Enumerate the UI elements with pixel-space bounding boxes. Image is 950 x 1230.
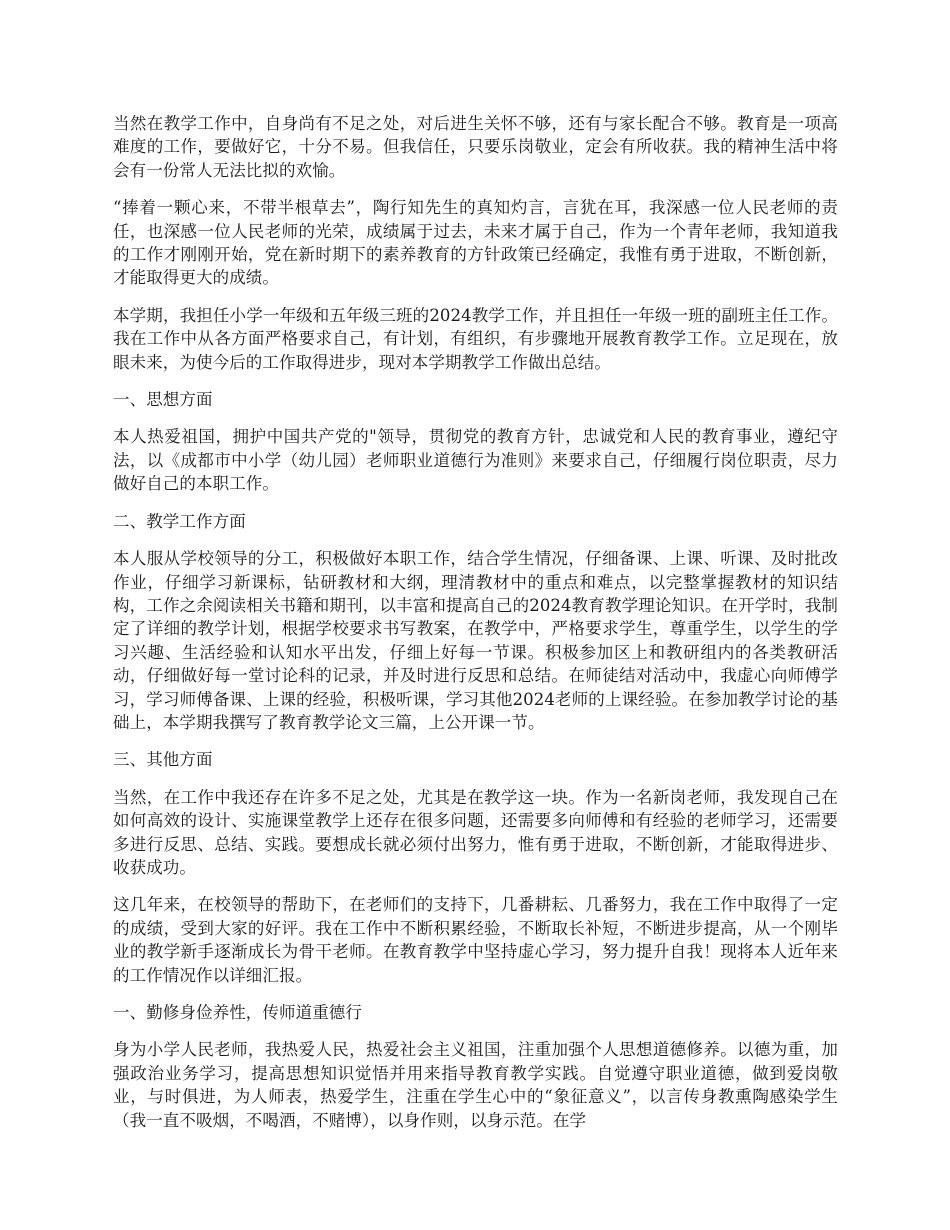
section-heading-teaching: 二、教学工作方面	[113, 511, 246, 531]
section-heading-thought: 一、思想方面	[113, 390, 213, 410]
section-heading-other: 三、其他方面	[113, 750, 213, 770]
paragraph-6: 当然，在工作中我还存在许多不足之处，尤其是在教学这一块。作为一名新岗老师，我发现自己在如何高效的设计、实施课堂教学上还存在很多问题，还需要多向师傅和有经验的老师学习，还需要多进行反思、总结、实践。要想成长就必须付出努力，惟有勇于进取，不断创新，才能取得进步、收获成功。	[113, 787, 838, 877]
paragraph-2: “捧着一颗心来，不带半根草去”，陶行知先生的真知灼言，言犹在耳，我深感一位人民老师的责任，也深感一位人民老师的光荣，成绩属于过去，未来才属于自己，作为一个青年老师，我知道我的工作才刚刚开始，党在新时期下的素养教育的方针政策已经确定，我惟有勇于进取，不断创新，才能取得更大的成绩。	[113, 198, 838, 288]
paragraph-8: 身为小学人民老师，我热爱人民，热爱社会主义祖国，注重加强个人思想道德修养。以德为重，加强政治业务学习，提高思想知识觉悟并用来指导教育教学实践。自觉遵守职业道德，做到爱岗敬业，与时俱进，为人师表，热爱学生，注重在学生心中的“象征意义”，以言传身教熏陶感染学生（我一直不吸烟，不喝酒，不赌博），以身作则，以身示范。在学	[113, 1040, 838, 1130]
paragraph-3: 本学期，我担任小学一年级和五年级三班的2024教学工作，并且担任一年级一班的副班主任工作。我在工作中从各方面严格要求自己，有计划，有组织，有步骤地开展教育教学工作。立足现在，放眼未来，为使今后的工作取得进步，现对本学期教学工作做出总结。	[113, 305, 838, 372]
section-heading-morality: 一、勤修身俭养性，传师道重德行	[113, 1003, 362, 1022]
paragraph-7: 这几年来，在校领导的帮助下，在老师们的支持下，几番耕耘、几番努力，我在工作中取得了一定的成绩，受到大家的好评。我在工作中不断积累经验，不断取长补短，不断进步提高，从一个刚毕业的教学新手逐渐成长为骨干老师。在教育教学中坚持虚心学习，努力提升自我！现将本人近年来的工作情况作以详细汇报。	[113, 895, 838, 985]
paragraph-5: 本人服从学校领导的分工，积极做好本职工作，结合学生情况，仔细备课、上课、听课、及时批改作业，仔细学习新课标，钻研教材和大纲，理清教材中的重点和难点，以完整掌握教材的知识结构，工作之余阅读相关书籍和期刊，以丰富和提高自己的2024教育教学理论知识。在开学时，我制定了详细的教学计划，根据学校要求书写教案，在教学中，严格要求学生，尊重学生，以学生的学习兴趣、生活经验和认知水平出发，仔细上好每一节课。积极参加区上和教研组内的各类教研活动，仔细做好每一堂讨论科的记录，并及时进行反思和总结。在师徒结对活动中，我虚心向师傅学习，学习师傅备课、上课的经验，积极听课，学习其他2024老师的上课经验。在参加教学讨论的基础上，本学期我撰写了教育教学论文三篇，上公开课一节。	[113, 549, 838, 732]
paragraph-4: 本人热爱祖国，拥护中国共产党的"领导，贯彻党的教育方针，忠诚党和人民的教育事业，遵纪守法，以《成都市中小学（幼儿园）老师职业道德行为准则》来要求自己，仔细履行岗位职责，尽力做好自己的本职工作。	[113, 427, 838, 494]
paragraph-1: 当然在教学工作中，自身尚有不足之处，对后进生关怀不够，还有与家长配合不够。教育是一项高难度的工作，要做好它，十分不易。但我信任，只要乐岗敬业，定会有所收获。我的精神生活中将会有一份常人无法比拟的欢愉。	[113, 114, 838, 180]
